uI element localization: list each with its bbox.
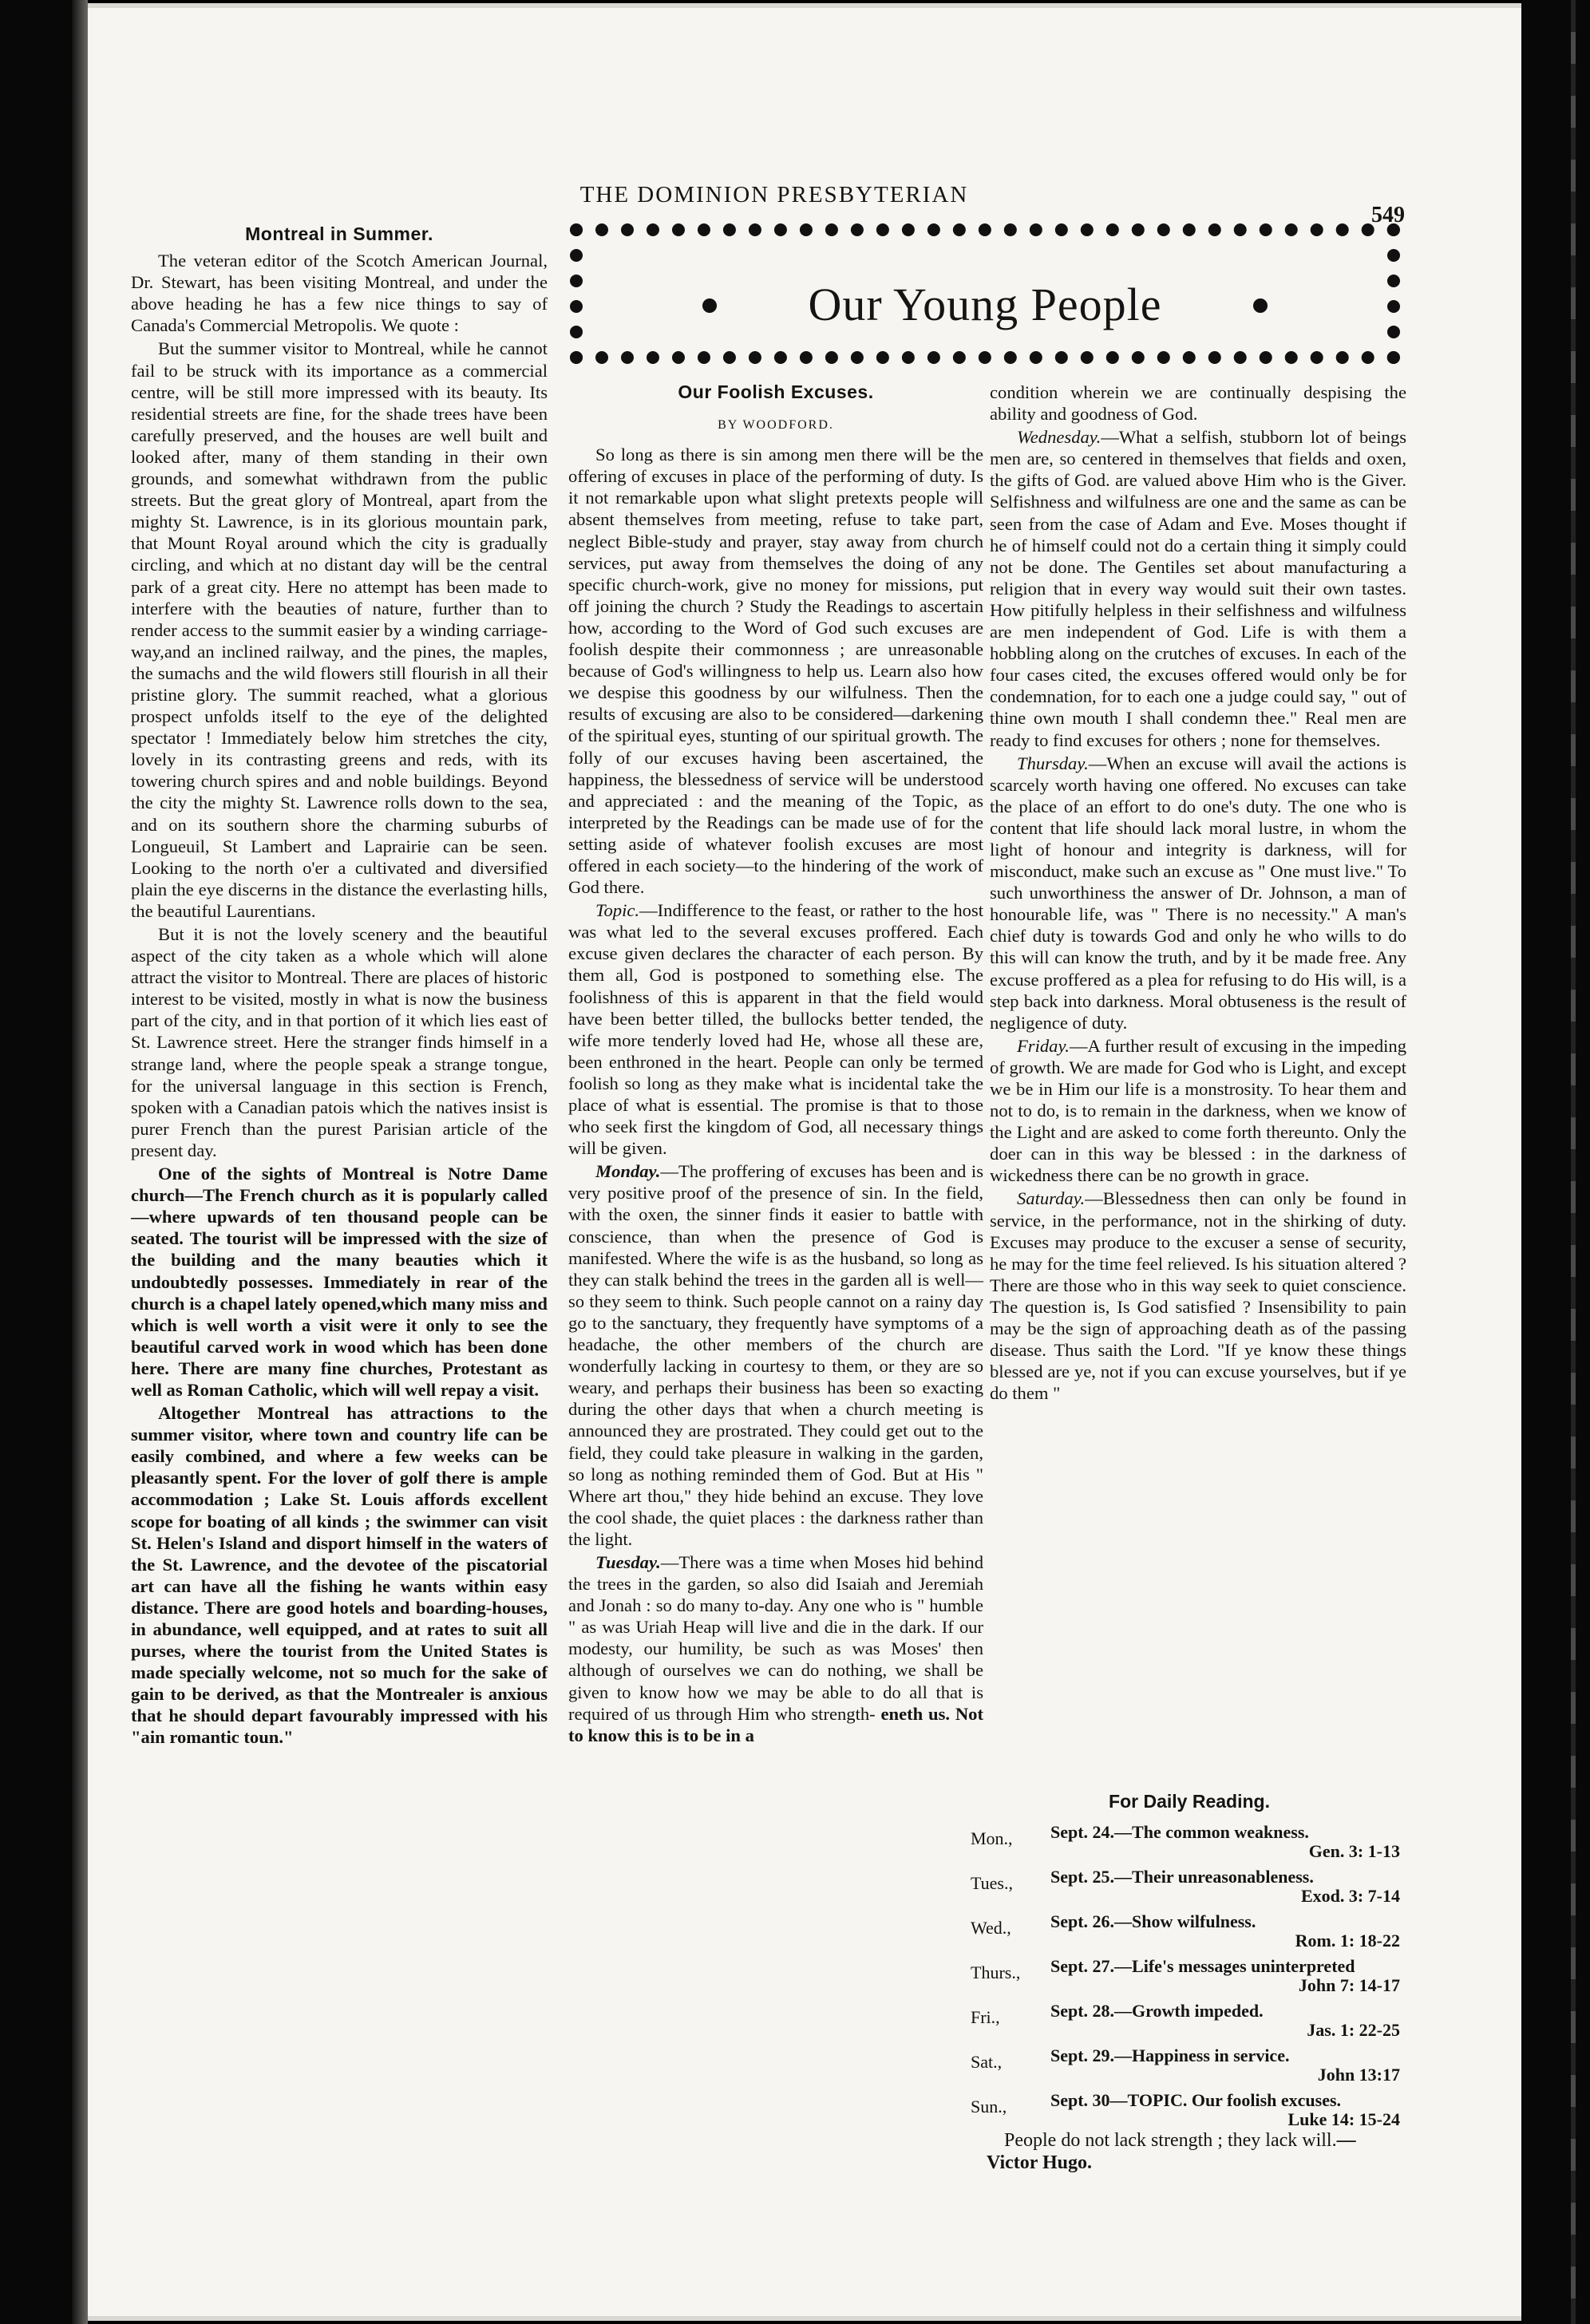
reading-entry: Sept. 27.—Life's messages uninterpreted (1050, 1956, 1355, 1976)
topic-lead: Topic. (595, 900, 640, 921)
reading-reference: John 7: 14-17 (1298, 1975, 1400, 1995)
bullet-ornament (1253, 298, 1268, 313)
paragraph-topic (568, 899, 983, 1159)
right-column (990, 381, 1406, 1404)
paragraph: But it is not the lovely scenery and the beautiful aspect of the city taken as a whole which will alone attract the visitor to Montreal. There are places of historic interest to be visited, mostly in what is now the business part of the city, and in that portion of it which lies east of St. Lawrence street. Here the stranger finds himself in a strange land, where the people speak a strange tongue, for the universal language in this section is French, spoken with a Canadian patois which the natives insist is purer French than the purest Parisian article of the present day. (131, 924, 548, 1160)
reading-day: Tues., (971, 1873, 1013, 1893)
list-item (971, 1867, 1408, 1911)
paragraph-continuation: condition wherein we are continually despising the ability and goodness of God. (990, 382, 1406, 425)
wednesday-lead: Wednesday. (1017, 427, 1102, 448)
tuesday-text: —There was a time when Moses hid behind the trees in the garden, so also did Isaiah and Jeremiah and Jonah : so do many to-day. Any one who is " humble " as was Uriah Heap will live and die in the dark. If our modesty, our humility, be such as was Moses' then although of ourselves we can do nothing, we shall be given to know how we may be able to do all that is required of us through Him who strength- (568, 1551, 983, 1724)
section-title: Our Young People (808, 279, 1162, 330)
scan-border-left (0, 0, 86, 2324)
paragraph-wednesday (990, 426, 1406, 750)
thursday-lead: Thursday. (1017, 753, 1089, 773)
reading-day: Sat., (971, 2052, 1003, 2072)
tuesday-bold-end: eneth us. Not to know this is to be in a (568, 1703, 983, 1745)
friday-lead: Friday. (1017, 1035, 1070, 1056)
paragraph-friday (990, 1035, 1406, 1187)
daily-reading-list (971, 1791, 1408, 2135)
article-title-excuses: Our Foolish Excuses. (678, 381, 874, 402)
monday-text: —The proffering of excuses has been and is very positive proof of the presence of sin. In the field, with the oxen, the sinner finds it easier to battle with conscience, than when the presence of God is manifested. Where the wife is as the husband, so long as they can stalk behind the trees in the garden all is well—so they seem to think. Such people cannot on a rainy day go to the sanctuary, they frequently have symptoms of a headache, the other members of the church are wonderfully lacking in courtesy to them, or they are so weary, and perhaps their business has been so exacting during the other days that when a church meeting is announced they are prostrated. They could get out to the field, they could take pleasure in walking in the garden, so long as nothing reminded them of God. But at His " Where art thou," they hide behind an excuse. They love the cool shade, the quiet places : the darkness rather than the light. (568, 1161, 983, 1549)
reading-entry: Sept. 30—TOPIC. Our foolish excuses. (1050, 2090, 1342, 2110)
reading-day: Fri., (971, 2007, 1000, 2027)
paragraph-thursday (990, 753, 1406, 1034)
list-item (971, 1956, 1408, 2001)
wednesday-text: —What a selfish, stubborn lot of beings men are, so centered in themselves that fields and oxen, the gifts of God. are valued above Him who is the Giver. Selfishness and wilfulness are one and the same as can be seen from the case of Adam and Eve. Moses thought if he of himself could not do a certain thing it simply could not be done. The Gentiles set about manufacturing a religion that in every way would suit their own tastes. How pitifully helpless in their selfishness and wilfulness are men independent of God. Life is with them a hobbling along on the crutches of excuses. In each of the four cases cited, the excuses offered would only be for condemnation, for to each one a judge could say, " out of thine own mouth I shall condemn thee." Real men are ready to find excuses for others ; none for themselves. (990, 427, 1407, 750)
reading-entry: Sept. 24.—The common weakness. (1050, 1822, 1309, 1842)
saturday-lead: Saturday. (1017, 1188, 1086, 1209)
tuesday-lead: Tuesday. (595, 1551, 661, 1572)
left-column (131, 223, 548, 1749)
reading-day: Wed., (971, 1918, 1011, 1938)
page-number: 549 (1371, 203, 1405, 227)
paragraph: Altogether Montreal has attractions to the summer visitor, where town and country life can be easily combined, and where a few weeks can be pleasantly spent. For the lover of golf there is ample accommodation ; Lake St. Louis affords excellent scope for boating of all kinds ; the swimmer can visit St. Helen's Island and disport himself in the waters of the St. Lawrence, and the devotee of the piscatorial art can have all the fishing he wants within easy distance. There are good hotels and boarding-houses, in abundance, well equipped, and at rates to suit all purses, where the tourist from the United States is made specially welcome, not so much for the sake of gain to be derived, as that the Montrealer is anxious that he should depart favourably impressed with his "ain romantic toun." (131, 1403, 548, 1748)
list-item (971, 1911, 1408, 1956)
reading-reference: Luke 14: 15-24 (1287, 2109, 1400, 2129)
thursday-text: —When an excuse will avail the actions is scarcely worth having one offered. No excuses can take the place of an effort to do one's duty. The one who is content that life should lack moral lustre, in whom the light of honour and integrity is darkness, will for misconduct, make such an excuse as " One must live." To such unworthiness the answer of Dr. Johnson, a man of honourable life, was " There is no necessity." A man's chief duty is towards God and only he who wills to do this will can know the truth, and by it be made free. Any excuse proffered as a plea for refusing to do His will, is a step back into darkness. Moral obtuseness is the result of negligence of duty. (990, 753, 1406, 1033)
reading-reference: Gen. 3: 1-13 (1308, 1841, 1400, 1861)
section-banner (570, 223, 1400, 364)
topic-text: —Indifference to the feast, or rather to the host was what led to the several excuses proffered. Each excuse given declares the character of each person. By them all, God is postponed to something else. The foolishness of this is apparent in that the field would have been better tilled, the bullocks better tended, the wife more tenderly loved had He, whose all these are, been enthroned in the heart. People can only be termed foolish so long as they make what is incidental take the place of what is essential. The promise is that to those who seek first the kingdom of God, all necessary things will be given. (568, 900, 983, 1159)
byline: BY WOODFORD. (718, 418, 834, 433)
reading-reference: Exod. 3: 7-14 (1300, 1886, 1400, 1906)
reading-reference: Rom. 1: 18-22 (1295, 1931, 1400, 1951)
reading-day: Sun., (971, 2097, 1007, 2116)
daily-reading-title: For Daily Reading. (1109, 1791, 1270, 1812)
paragraph-intro: So long as there is sin among men there will be the offering of excuses in place of the performing of duty. Is it not remarkable upon what slight pretexts people will absent themselves from meeting, refuse to take part, neglect Bible-study and prayer, stay away from church services, put away from themselves the doing of any specific church-work, give no money for missions, put off joining the church ? Study the Readings to ascertain how, according to the Word of God such excuses are foolish despite their commonness ; are unreasonable because of God's willingness to help us. Learn also how we despise this goodness by our wilfulness. Then the results of excusing are also to be considered—darkening of the spiritual eyes, stunting of our spiritual growth. The folly of our excuses having been ascertained, the happiness, the blessedness of service will be understood and appreciated : and the meaning of the Topic, as interpreted by the Readings can be made use of for the setting aside of whatever foolish excuses are most offered in each society—to the hindering of the work of God there. (568, 445, 983, 898)
closing-quote (987, 2129, 1402, 2174)
list-item (971, 1822, 1408, 1867)
reading-reference: John 13:17 (1317, 2065, 1400, 2085)
article-title-montreal: Montreal in Summer. (245, 223, 433, 244)
paragraph-saturday (990, 1188, 1406, 1404)
monday-lead: Monday. (595, 1161, 661, 1182)
reading-day: Thurs., (971, 1962, 1021, 1982)
list-item (971, 2090, 1408, 2135)
paragraph: The veteran editor of the Scotch American Journal, Dr. Stewart, has been visiting Montreal, and under the above heading he has a few nice things to say of Canada's Commercial Metropolis. We quote : (131, 251, 548, 336)
reading-entry: Sept. 29.—Happiness in service. (1050, 2045, 1290, 2065)
list-item (971, 2045, 1408, 2090)
middle-column (568, 381, 983, 1746)
paragraph-tuesday (568, 1551, 983, 1746)
scan-border-right (1521, 0, 1590, 2324)
running-title: THE DOMINION PRESBYTERIAN (579, 182, 969, 208)
reading-day: Mon., (971, 1828, 1013, 1848)
reading-reference: Jas. 1: 22-25 (1307, 2020, 1400, 2040)
list-item (971, 2001, 1408, 2045)
quote-author: —Victor Hugo. (987, 2130, 1356, 2173)
paragraph: One of the sights of Montreal is Notre Dame church—The French church as it is popularly called—where upwards of ten thousand people can be seated. The tourist will be impressed with the size of the building and the many beauties which it undoubtedly possesses. Immediately in rear of the church is a chapel lately opened,which many miss and which is well worth a visit were it only to see the beautiful carved work in wood which has been done here. There are many fine churches, Protestant as well as Roman Catholic, which will well repay a visit. (131, 1164, 548, 1400)
quote-text: People do not lack strength ; they lack will. (1004, 2130, 1337, 2151)
paragraph-monday (568, 1160, 983, 1550)
reading-entry: Sept. 26.—Show wilfulness. (1050, 1911, 1256, 1931)
paragraph: But the summer visitor to Montreal, while he cannot fail to be struck with its importance as a commercial centre, will be still more impressed with its beauty. Its residential streets are fine, for the shade trees have been carefully preserved, and the houses are well built and looked after, many of them standing in their own grounds, and somewhat withdrawn from the public streets. But the great glory of Montreal, apart from the mighty St. Lawrence, is in its glorious mountain park, that Mount Royal around which the city is gradually circling, and which at no distant day will be the central park of a great city. Here no attempt has been made to interfere with the beauties of nature, further than to render access to the summit easier by a winding carriage-way,and an inclined railway, and the pines, the maples, the sumachs and the wild flowers still flourish in all their pristine glory. The summit reached, what a glorious prospect unfolds itself to the eye of the delighted spectator ! Immediately below him stretches the city, lovely in its contrasting greens and reds, with its towering church spires and and noble buildings. Beyond the city the mighty St. Lawrence rolls down to the sea, and on its southern shore the charming suburbs of Longueuil, St Lambert and Laprairie can be seen. Looking to the north o'er a cultivated and diversified plain the eye discerns in the distance the everlasting hills, the beautiful Laurentians. (131, 338, 548, 921)
saturday-text: —Blessedness then can only be found in service, in the performance, not in the shirking of duty. Excuses may produce to the excuser a sense of security, he may for the time feel relieved. Is his situation altered ? There are those who in this way seek to quiet conscience. The question is, Is God satisfied ? Insensibility to pain may be the sign of approaching death as of the passing disease. Thus saith the Lord. "If ye know these things blessed are ye, not if you can excuse yourselves, but if ye do them " (990, 1188, 1406, 1404)
reading-entry: Sept. 28.—Growth impeded. (1050, 2001, 1264, 2021)
reading-entry: Sept. 25.—Their unreasonableness. (1050, 1867, 1314, 1887)
friday-text: —A further result of excusing in the impeding of growth. We are made for God who is Light, and except we be in Him our life is a monstrosity. To hear them and not to do, is to remain in the darkness, when we know of the Light and are asked to come forth thereunto. Only the doer can in this way be blessed : in the darkness of wickedness there can be no growth in grace. (990, 1035, 1406, 1186)
